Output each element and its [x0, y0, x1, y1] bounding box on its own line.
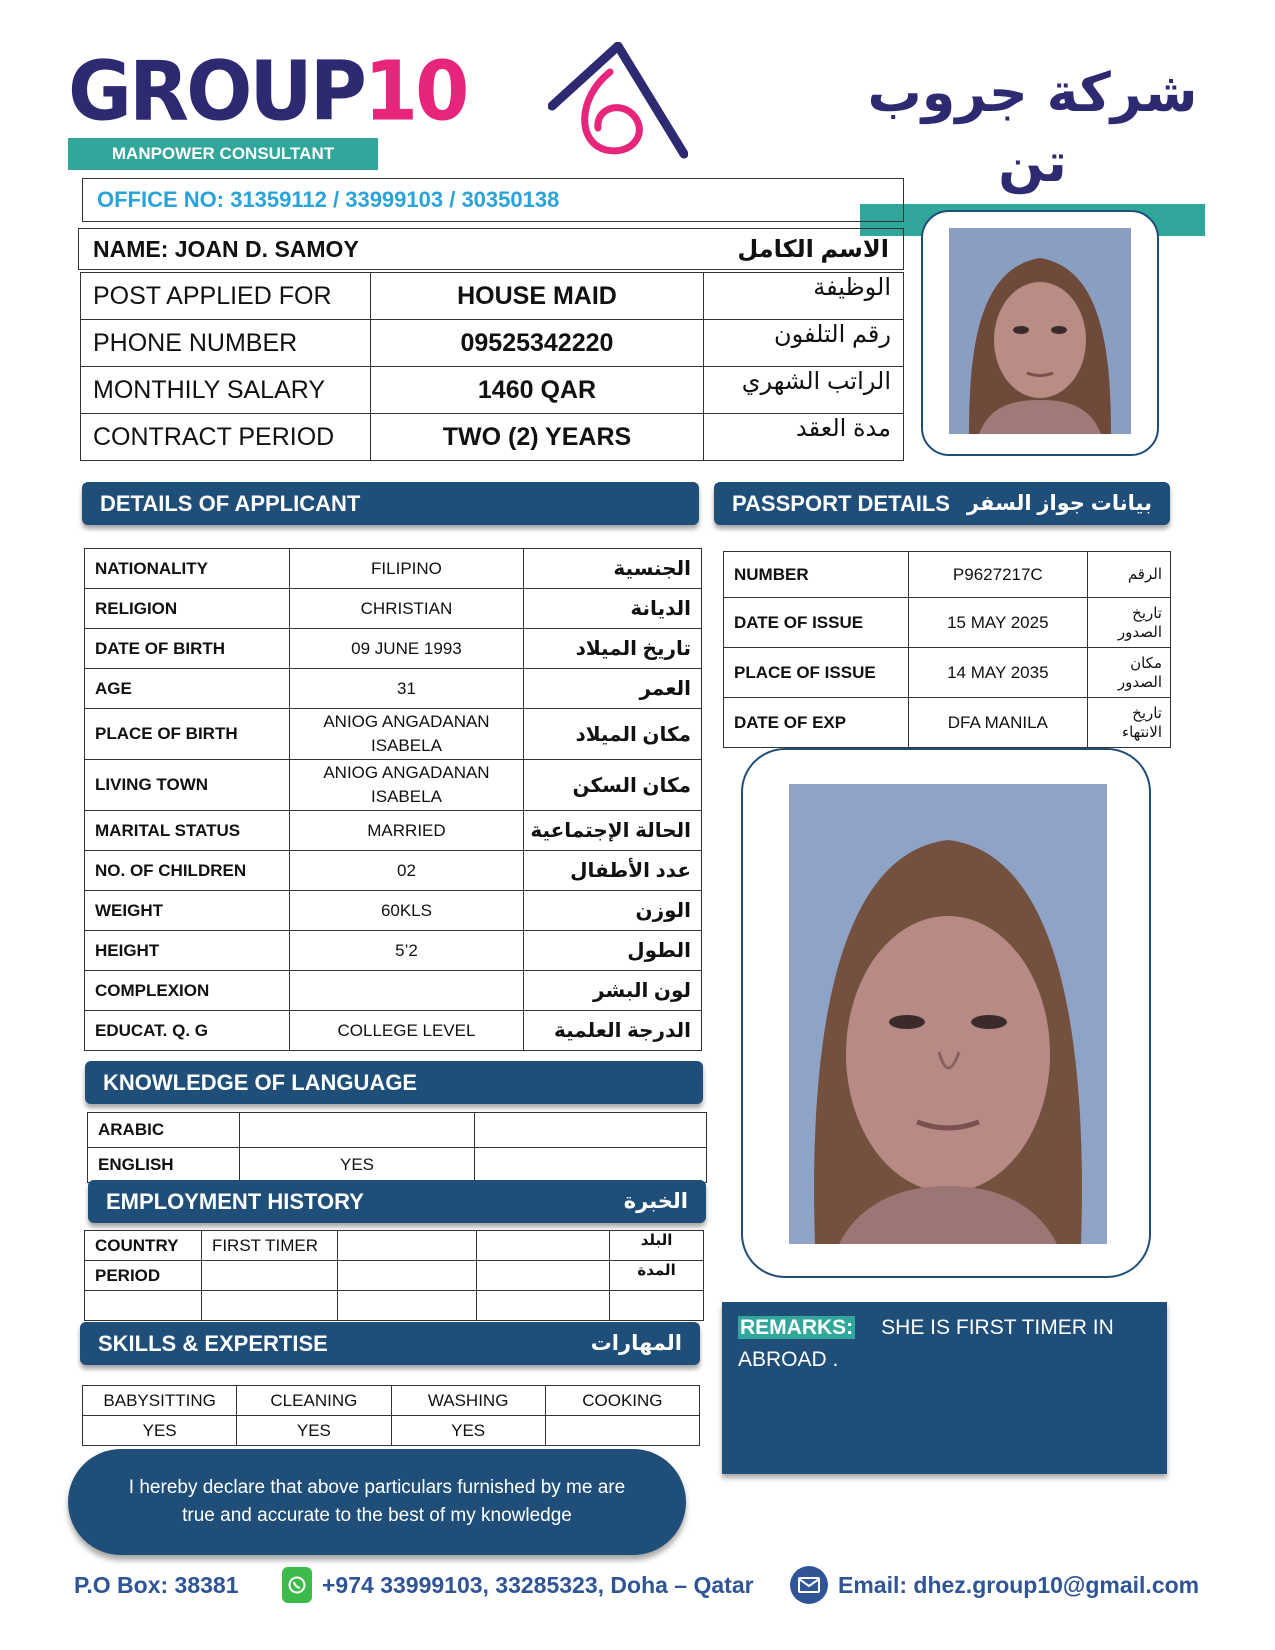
phone-numbers: +974 33999103, 33285323, Doha – Qatar — [322, 1571, 754, 1598]
empty-cell — [477, 1231, 610, 1261]
salary-label: MONTHILY SALARY — [81, 367, 371, 414]
skill-value: YES — [83, 1416, 237, 1446]
passport-value: P9627217C — [908, 552, 1088, 598]
row-label: HEIGHT — [85, 931, 290, 971]
row-label: DATE OF BIRTH — [85, 629, 290, 669]
table-row — [724, 648, 1171, 698]
row-value: 31 — [289, 669, 524, 709]
employment-title: EMPLOYMENT HISTORY — [106, 1188, 364, 1214]
passport-title-ar: بيانات جواز السفر — [966, 492, 1152, 515]
name-bar — [78, 228, 904, 270]
row-label-ar: عدد الأطفال — [524, 851, 702, 891]
language-label: ENGLISH — [88, 1148, 240, 1183]
language-value — [240, 1113, 475, 1148]
skills-table — [82, 1385, 700, 1446]
row-label: COMPLEXION — [85, 971, 290, 1011]
row-label: NO. OF CHILDREN — [85, 851, 290, 891]
passport-title: PASSPORT DETAILS — [732, 490, 950, 516]
row-label-ar: مكان الميلاد — [524, 709, 702, 760]
table-row — [85, 1261, 704, 1291]
row-value: MARRIED — [289, 811, 524, 851]
remarks-text: SHE IS FIRST TIMER IN ABROAD . — [738, 1316, 1114, 1371]
footer-email — [790, 1566, 1199, 1604]
group10-logo — [68, 44, 467, 170]
table-row — [85, 669, 702, 709]
language-value: YES — [240, 1148, 475, 1183]
empty-cell — [85, 1291, 202, 1321]
table-row — [85, 811, 702, 851]
passport-label: DATE OF ISSUE — [724, 598, 909, 648]
empty-cell — [477, 1291, 610, 1321]
row-label-ar: لون البشر — [524, 971, 702, 1011]
remarks-label: REMARKS: — [740, 1316, 854, 1339]
row-label: LIVING TOWN — [85, 760, 290, 811]
office-numbers: OFFICE NO: 31359112 / 33999103 / 30350138 — [82, 178, 904, 222]
row-value: 5’2 — [289, 931, 524, 971]
salary-label-ar: الراتب الشهري — [704, 367, 904, 414]
table-row — [85, 1291, 704, 1321]
footer — [0, 1563, 1275, 1607]
passport-label: DATE OF EXP — [724, 698, 909, 748]
phone-label: PHONE NUMBER — [81, 320, 371, 367]
passport-label-ar: تاريخ الانتهاء — [1088, 698, 1171, 748]
passport-label-ar: تاريخ الصدور — [1088, 598, 1171, 648]
table-row — [724, 598, 1171, 648]
row-value: 09 JUNE 1993 — [289, 629, 524, 669]
row-value: 60KLS — [289, 891, 524, 931]
row-label: NATIONALITY — [85, 549, 290, 589]
skill-header: COOKING — [545, 1386, 699, 1416]
empty-cell — [337, 1291, 477, 1321]
name-label-ar: الاسم الكامل — [737, 235, 889, 263]
row-label-ar: تاريخ الميلاد — [524, 629, 702, 669]
contract-label: CONTRACT PERIOD — [81, 414, 371, 461]
passport-label: PLACE OF ISSUE — [724, 648, 909, 698]
skills-title: SKILLS & EXPERTISE — [98, 1330, 328, 1356]
details-table — [84, 548, 702, 1051]
table-row — [81, 367, 904, 414]
employment-table — [84, 1230, 704, 1321]
post-table — [80, 272, 904, 461]
row-value: COLLEGE LEVEL — [289, 1011, 524, 1051]
passport-header — [714, 482, 1170, 525]
table-row — [85, 549, 702, 589]
large-photo-frame — [741, 748, 1151, 1278]
table-row — [85, 629, 702, 669]
small-photo-frame — [921, 210, 1159, 456]
passport-label: NUMBER — [724, 552, 909, 598]
table-row — [88, 1148, 707, 1183]
passport-value: 15 MAY 2025 — [908, 598, 1088, 648]
employment-header — [88, 1180, 706, 1223]
row-label-ar: العمر — [524, 669, 702, 709]
row-value: 02 — [289, 851, 524, 891]
whatsapp-icon — [282, 1567, 312, 1603]
country-value: FIRST TIMER — [201, 1231, 337, 1261]
language-title: KNOWLEDGE OF LANGUAGE — [103, 1069, 418, 1095]
table-row — [85, 891, 702, 931]
mail-icon — [790, 1566, 828, 1604]
row-value: FILIPINO — [289, 549, 524, 589]
table-row — [85, 709, 702, 760]
declaration: I hereby declare that above particulars furnished by me are true and accurate to the best of my knowledge — [68, 1449, 686, 1555]
table-row — [88, 1113, 707, 1148]
row-label: RELIGION — [85, 589, 290, 629]
row-label-ar: الدرجة العلمية — [524, 1011, 702, 1051]
row-label-ar: الوزن — [524, 891, 702, 931]
table-row — [85, 851, 702, 891]
row-label-ar: الحالة الإجتماعية — [524, 811, 702, 851]
language-table — [87, 1112, 707, 1183]
empty-cell — [201, 1261, 337, 1291]
logo-tagline: MANPOWER CONSULTANT — [68, 138, 378, 170]
footer-phone — [282, 1567, 754, 1603]
table-row — [724, 552, 1171, 598]
arabic-logo-word: شركة جروب تن — [867, 61, 1198, 194]
country-label-ar: البلد — [610, 1231, 704, 1261]
empty-cell — [477, 1261, 610, 1291]
employment-title-ar: الخبرة — [623, 1190, 688, 1213]
skill-header: CLEANING — [237, 1386, 391, 1416]
table-row — [85, 589, 702, 629]
row-label-ar: مكان السكن — [524, 760, 702, 811]
language-label: ARABIC — [88, 1113, 240, 1148]
row-label: MARITAL STATUS — [85, 811, 290, 851]
language-header — [85, 1061, 703, 1104]
empty-cell — [610, 1291, 704, 1321]
table-row — [85, 1011, 702, 1051]
skill-value — [545, 1416, 699, 1446]
row-label: AGE — [85, 669, 290, 709]
table-row — [85, 1231, 704, 1261]
row-label: PLACE OF BIRTH — [85, 709, 290, 760]
details-title: DETAILS OF APPLICANT — [100, 490, 361, 516]
applicant-photo-small — [949, 228, 1131, 434]
empty-cell — [337, 1231, 477, 1261]
row-label-ar: الطول — [524, 931, 702, 971]
row-label-ar: الديانة — [524, 589, 702, 629]
skills-header — [80, 1322, 700, 1365]
post-label-ar: الوظيفة — [704, 273, 904, 320]
table-row — [81, 320, 904, 367]
applicant-name: NAME: JOAN D. SAMOY — [93, 235, 359, 262]
phone-label-ar: رقم التلفون — [704, 320, 904, 367]
empty-cell — [475, 1148, 707, 1183]
skill-header: BABYSITTING — [83, 1386, 237, 1416]
passport-value: DFA MANILA — [908, 698, 1088, 748]
salary-value: 1460 QAR — [370, 367, 704, 414]
contract-label-ar: مدة العقد — [704, 414, 904, 461]
empty-cell — [475, 1113, 707, 1148]
period-label: PERIOD — [85, 1261, 202, 1291]
table-row — [81, 273, 904, 320]
table-row — [81, 414, 904, 461]
details-header — [82, 482, 699, 525]
row-value — [289, 971, 524, 1011]
remarks-box — [722, 1302, 1167, 1474]
logo-word: GROUP — [68, 44, 364, 140]
row-value: ANIOG ANGADANAN ISABELA — [289, 760, 524, 811]
applicant-photo-large — [789, 784, 1107, 1244]
logo-number: 10 — [363, 44, 467, 140]
contract-value: TWO (2) YEARS — [370, 414, 704, 461]
empty-cell — [201, 1291, 337, 1321]
email-text[interactable]: Email: dhez.group10@gmail.com — [838, 1571, 1200, 1598]
phone-value: 09525342220 — [370, 320, 704, 367]
row-value: CHRISTIAN — [289, 589, 524, 629]
row-label: WEIGHT — [85, 891, 290, 931]
row-label-ar: الجنسية — [524, 549, 702, 589]
emblem-logo-icon — [548, 42, 688, 162]
skill-value: YES — [391, 1416, 545, 1446]
post-value: HOUSE MAID — [370, 273, 704, 320]
table-row — [85, 971, 702, 1011]
passport-table — [723, 551, 1171, 748]
table-row — [85, 760, 702, 811]
passport-value: 14 MAY 2035 — [908, 648, 1088, 698]
table-row — [83, 1416, 700, 1446]
skills-title-ar: المهارات — [590, 1332, 682, 1355]
table-row — [724, 698, 1171, 748]
empty-cell — [337, 1261, 477, 1291]
period-label-ar: المدة — [610, 1261, 704, 1291]
row-label: EDUCAT. Q. G — [85, 1011, 290, 1051]
po-box: P.O Box: 38381 — [74, 1571, 239, 1598]
post-label: POST APPLIED FOR — [81, 273, 371, 320]
row-value: ANIOG ANGADANAN ISABELA — [289, 709, 524, 760]
table-row — [85, 931, 702, 971]
skill-value: YES — [237, 1416, 391, 1446]
table-row — [83, 1386, 700, 1416]
country-label: COUNTRY — [85, 1231, 202, 1261]
skill-header: WASHING — [391, 1386, 545, 1416]
passport-label-ar: الرقم — [1088, 552, 1171, 598]
passport-label-ar: مكان الصدور — [1088, 648, 1171, 698]
